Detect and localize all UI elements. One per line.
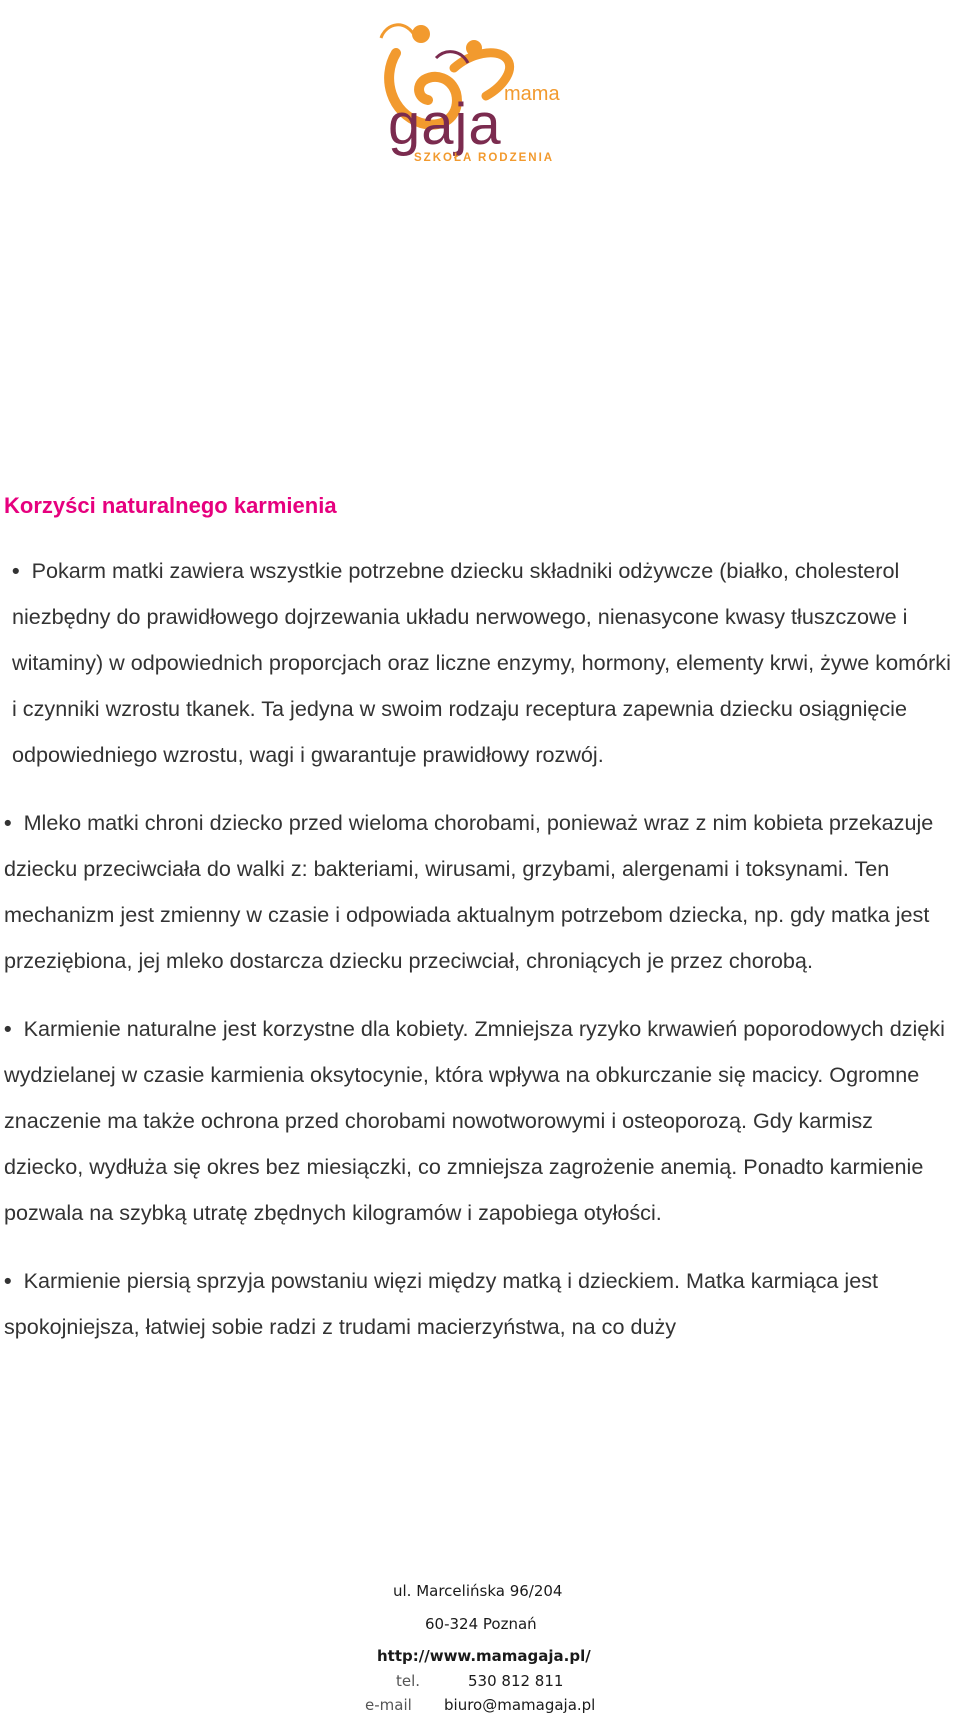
article-heading: Korzyści naturalnego karmienia — [4, 493, 337, 518]
footer-contact — [360, 1575, 600, 1717]
paragraph-text: Pokarm matki zawiera wszystkie potrzebne dziecku składniki odżywcze (białko, cholesterol niezbędny do prawidłowego dojrzewania układu nerwowego, nienasycone kwasy tłuszczowe i witaminy) w odpowiednich proporcjach oraz liczne enzymy, hormony, elementy krwi, żywe komórki i czynniki wzrostu tkanek. Ta jedyna w swoim rodzaju receptura zapewnia dziecku osiągnięcie odpowiedniego wzrostu, wagi i gwarantuje prawidłowy rozwój. — [12, 558, 951, 767]
footer-phone-row — [360, 1669, 600, 1693]
email-label: e-mail — [365, 1696, 412, 1714]
footer-website-link[interactable]: http://www.mamagaja.pl/ — [377, 1647, 591, 1665]
phone-label: tel. — [396, 1672, 421, 1690]
article — [4, 492, 954, 1372]
gaja-wordmark: gaja — [388, 92, 502, 157]
logo — [376, 8, 586, 170]
paragraph-text: Karmienie naturalne jest korzystne dla kobiety. Zmniejsza ryzyko krwawień poporodowych dzięki wydzielanej w czasie karmienia oksytocynie, która wpływa na obkurczanie się macicy. Ogromne znaczenie ma także ochrona przed chorobami nowotworowymi i osteoporozą. Gdy karmisz dziecko, wydłuża się okres bez miesiączki, co zmniejsza zagrożenie anemią. Ponadto karmienie pozwala na szybką utratę zbędnych kilogramów i zapobiega otyłości. — [4, 1016, 945, 1225]
footer-city: 60-324 Poznań — [425, 1615, 537, 1633]
footer-email-row — [360, 1693, 600, 1717]
paragraph-nutrition — [4, 548, 954, 778]
paragraph-text: Mleko matki chroni dziecko przed wieloma chorobami, ponieważ wraz z nim kobieta przekazuje dziecku przeciwciała do walki z: bakteriami, wirusami, grzybami, alergenami i toksynami. Ten mechanizm jest zmienny w czasie i odpowiada aktualnym potrzebom dziecka, np. gdy matka jest przeziębiona, jej mleko dostarcza dziecku przeciwciał, chroniących je przez chorobą. — [4, 810, 934, 973]
bullet: • — [4, 810, 12, 835]
email-address[interactable]: biuro@mamagaja.pl — [444, 1696, 596, 1714]
bullet: • — [4, 1016, 12, 1041]
bullet: • — [4, 1268, 12, 1293]
paragraph-text: Karmienie piersią sprzyja powstaniu więzi między matką i dzieckiem. Matka karmiąca jest spokojniejsza, łatwiej sobie radzi z trudami macierzyństwa, na co duży — [4, 1268, 879, 1339]
footer-address: ul. Marcelińska 96/204 — [393, 1582, 563, 1600]
paragraph-protection — [4, 800, 954, 984]
paragraph-mother-benefits — [4, 1006, 954, 1236]
phone-number[interactable]: 530 812 811 — [468, 1672, 564, 1690]
paragraph-bonding — [4, 1258, 954, 1350]
mama-text: mama — [504, 83, 560, 105]
logo-tagline: SZKOŁA RODZENIA — [414, 152, 555, 164]
bullet: • — [12, 558, 20, 583]
